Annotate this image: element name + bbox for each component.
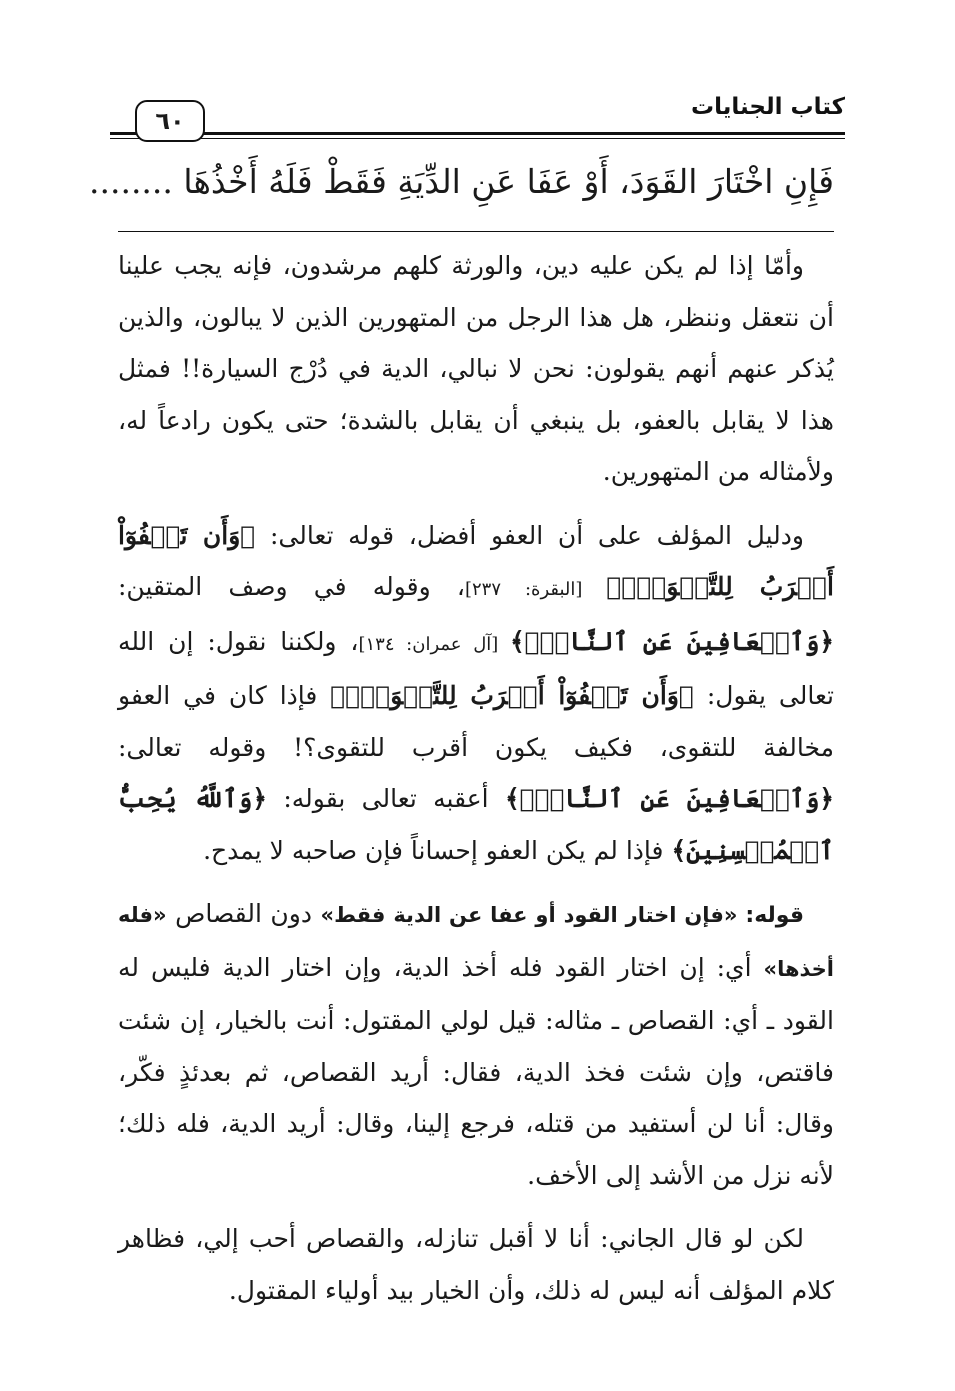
matn-text: فَإِنِ اخْتَارَ القَوَدَ، أَوْ عَفَا عَنِ الدِّيَةِ فَقَطْ فَلَهُ أَخْذُهَا ........ xyxy=(88,162,834,201)
commentary-body xyxy=(118,240,834,1316)
quran-verse: ﴿وَأَن تَعۡفُوٓاْ أَقۡرَبُ لِلتَّقۡوَىٰۚ﴾ xyxy=(118,520,834,601)
matn-quote: «فله أخذها» xyxy=(118,903,834,981)
quran-verse: ﴿وَٱلۡعَافِينَ عَنِ ٱلنَّاسِۗ﴾ xyxy=(504,784,834,813)
paragraph-1: وأمّا إذا لم يكن عليه دين، والورثة كلهم مرشدون، فإنه يجب علينا أن نتعقل وننظر، هل هذا الرجل من المتهورين الذين لا يبالون، والذين يُذكر عنهم أنهم يقولون: نحن لا نبالي، الدية في دُرْج السيارة!! فمثل هذا لا يقابل بالعفو، بل ينبغي أن يقابل بالشدة؛ حتى يكون رادعاً له، ولأمثاله من المتهورين. xyxy=(118,251,834,486)
text-segment: ، ولكننا نقول: إن الله تعالى يقول: xyxy=(118,626,834,710)
paragraph-3 xyxy=(118,888,834,1201)
paragraph-4: لكن لو قال الجاني: أنا لا أقبل تنازله، والقصاص أحب إلي، فظاهر كلام المؤلف أنه ليس له ذلك، وأن الخيار بيد أولياء المقتول. xyxy=(118,1224,834,1305)
quran-verse: ﴿وَٱللَّهُ يُحِبُّ ٱلۡمُحۡسِنِينَ﴾ xyxy=(118,784,834,865)
quran-verse: ﴿وَٱلۡعَافِينَ عَنِ ٱلنَّاسِۗ﴾ xyxy=(509,626,834,656)
text-segment: فإذا لم يكن العفو إحساناً فإن صاحبه لا يمدح. xyxy=(203,835,672,865)
chapter-title: كتاب الجنايات xyxy=(690,94,845,120)
commentary-lead: قوله: xyxy=(745,903,804,928)
matn-separator xyxy=(118,231,834,232)
page-number: ٦٠ xyxy=(135,100,205,142)
quran-verse: ﴿وَأَن تَعۡفُوٓاْ أَقۡرَبُ لِلتَّقۡوَىٰۚ﴾ xyxy=(330,681,694,710)
verse-reference: [آل عمران: ١٣٤] xyxy=(358,633,510,655)
paragraph-2 xyxy=(118,510,834,877)
text-segment: أي: إن اختار القود فله أخذ الدية، وإن اختار الدية فليس له القود ـ أي: القصاص ـ مثاله: قيل لولي المقتول: أنت بالخيار، إن شئت فاقتص، وإن شئت فخذ الدية، فقال: أريد القصاص، ثم بعدئذٍ فكّر، وقال: أنا لن أستفيد من قتله، فرجع إلينا، وقال: أريد الدية، فله ذلك؛ لأنه نزل من الأشد إلى الأخف. xyxy=(118,952,834,1190)
text-segment: ، وقوله في وصف المتقين: xyxy=(118,572,465,601)
verse-reference: [البقرة: ٢٣٧] xyxy=(464,579,607,600)
page-header xyxy=(110,92,845,142)
text-segment: ودليل المؤلف على أن العفو أفضل، قوله تعالى: xyxy=(255,520,804,550)
text-segment: دون القصاص xyxy=(166,899,321,928)
header-rule-thin xyxy=(110,138,845,139)
header-rule-thick xyxy=(110,132,845,135)
matn-quote: «فإن اختار القود أو عفا عن الدية فقط» xyxy=(320,903,746,927)
text-segment: أعقبه تعالى بقوله: xyxy=(266,784,505,813)
text-segment: فإذا كان في العفو مخالفة للتقوى، فكيف يكون أقرب للتقوى؟! وقوله تعالى: xyxy=(118,681,834,762)
